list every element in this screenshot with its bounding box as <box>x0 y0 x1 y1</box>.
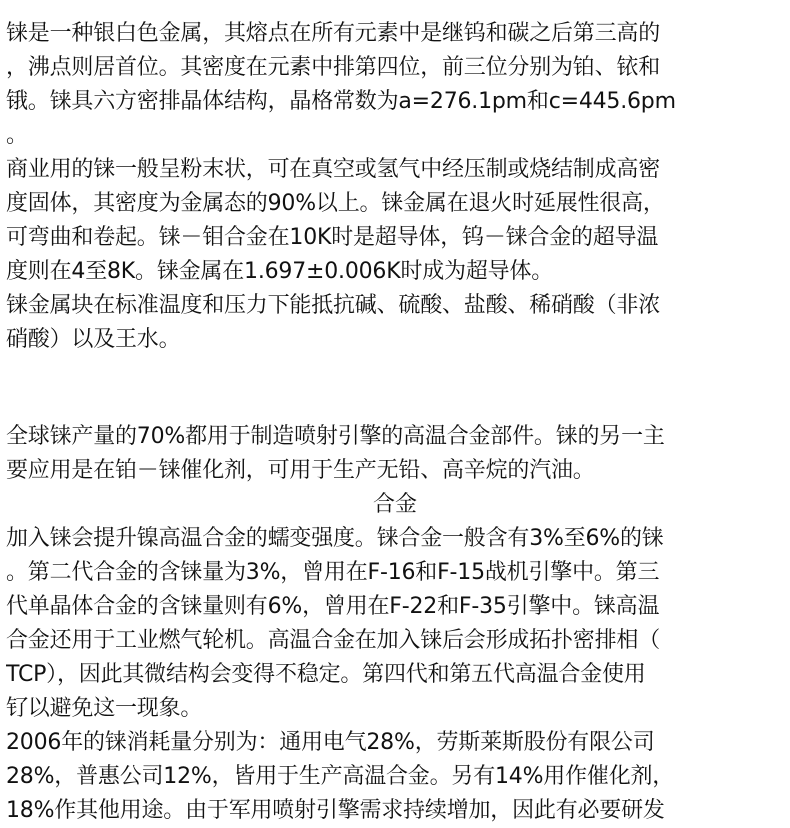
text-line: 28%，普惠公司12%，皆用于生产高温合金。另有14%用作催化剂， <box>6 764 675 789</box>
text-line: 要应用是在铂－铼催化剂，可用于生产无铅、高辛烷的汽油。 <box>6 458 595 483</box>
text-line: 硝酸）以及王水。 <box>6 327 181 352</box>
text-line: 。 <box>6 123 28 148</box>
paragraph-consumption <box>6 726 782 828</box>
text-line: 铼是一种银白色金属，其熔点在所有元素中是继钨和碳之后第三高的 <box>6 21 661 46</box>
text-line: 商业用的铼一般呈粉末状，可在真空或氢气中经压制或烧结制成高密 <box>6 157 661 182</box>
text-line: 全球铼产量的70%都用于制造喷射引擎的高温合金部件。铼的另一主 <box>6 424 665 449</box>
text-line: 锇。铼具六方密排晶体结构，晶格常数为a=276.1pm和c=445.6pm <box>6 89 676 114</box>
paragraph-applications <box>6 420 782 488</box>
paragraph-properties <box>6 17 782 153</box>
paragraph-alloys <box>6 522 782 726</box>
text-line: 合金还用于工业燃气轮机。高温合金在加入铼后会形成拓扑密排相（ <box>6 628 661 653</box>
text-line: 。第二代合金的含铼量为3%，曾用在F-16和F-15战机引擎中。第三 <box>6 560 660 585</box>
paragraph-commercial-form <box>6 153 782 289</box>
text-line: 2006年的铼消耗量分别为：通用电气28%，劳斯莱斯股份有限公司 <box>6 730 655 755</box>
text-line: 代单晶体合金的含铼量则有6%，曾用在F-22和F-35引擎中。铼高温 <box>6 594 660 619</box>
paragraph-corrosion-resistance <box>6 289 782 357</box>
text-line: 18%作其他用途。由于军用喷射引擎需求持续增加，因此有必要研发 <box>6 798 665 823</box>
text-line: ，沸点则居首位。其密度在元素中排第四位，前三位分别为铂、铱和 <box>6 55 661 80</box>
text-line: 可弯曲和卷起。铼－钼合金在10K时是超导体，钨－铼合金的超导温 <box>6 225 659 250</box>
text-line: 度则在4至8K。铼金属在1.697±0.006K时成为超导体。 <box>6 259 554 284</box>
text-line: 钌以避免这一现象。 <box>6 696 203 721</box>
text-line: 度固体，其密度为金属态的90%以上。铼金属在退火时延展性很高， <box>6 191 665 216</box>
text-line: TCP），因此其微结构会变得不稳定。第四代和第五代高温合金使用 <box>6 662 646 687</box>
section-heading: 合金 <box>372 492 417 517</box>
text-line: 铼金属块在标准温度和压力下能抵抗碱、硫酸、盐酸、稀硝酸（非浓 <box>6 293 661 318</box>
text-line: 加入铼会提升镍高温合金的蠕变强度。铼合金一般含有3%至6%的铼 <box>6 526 664 551</box>
